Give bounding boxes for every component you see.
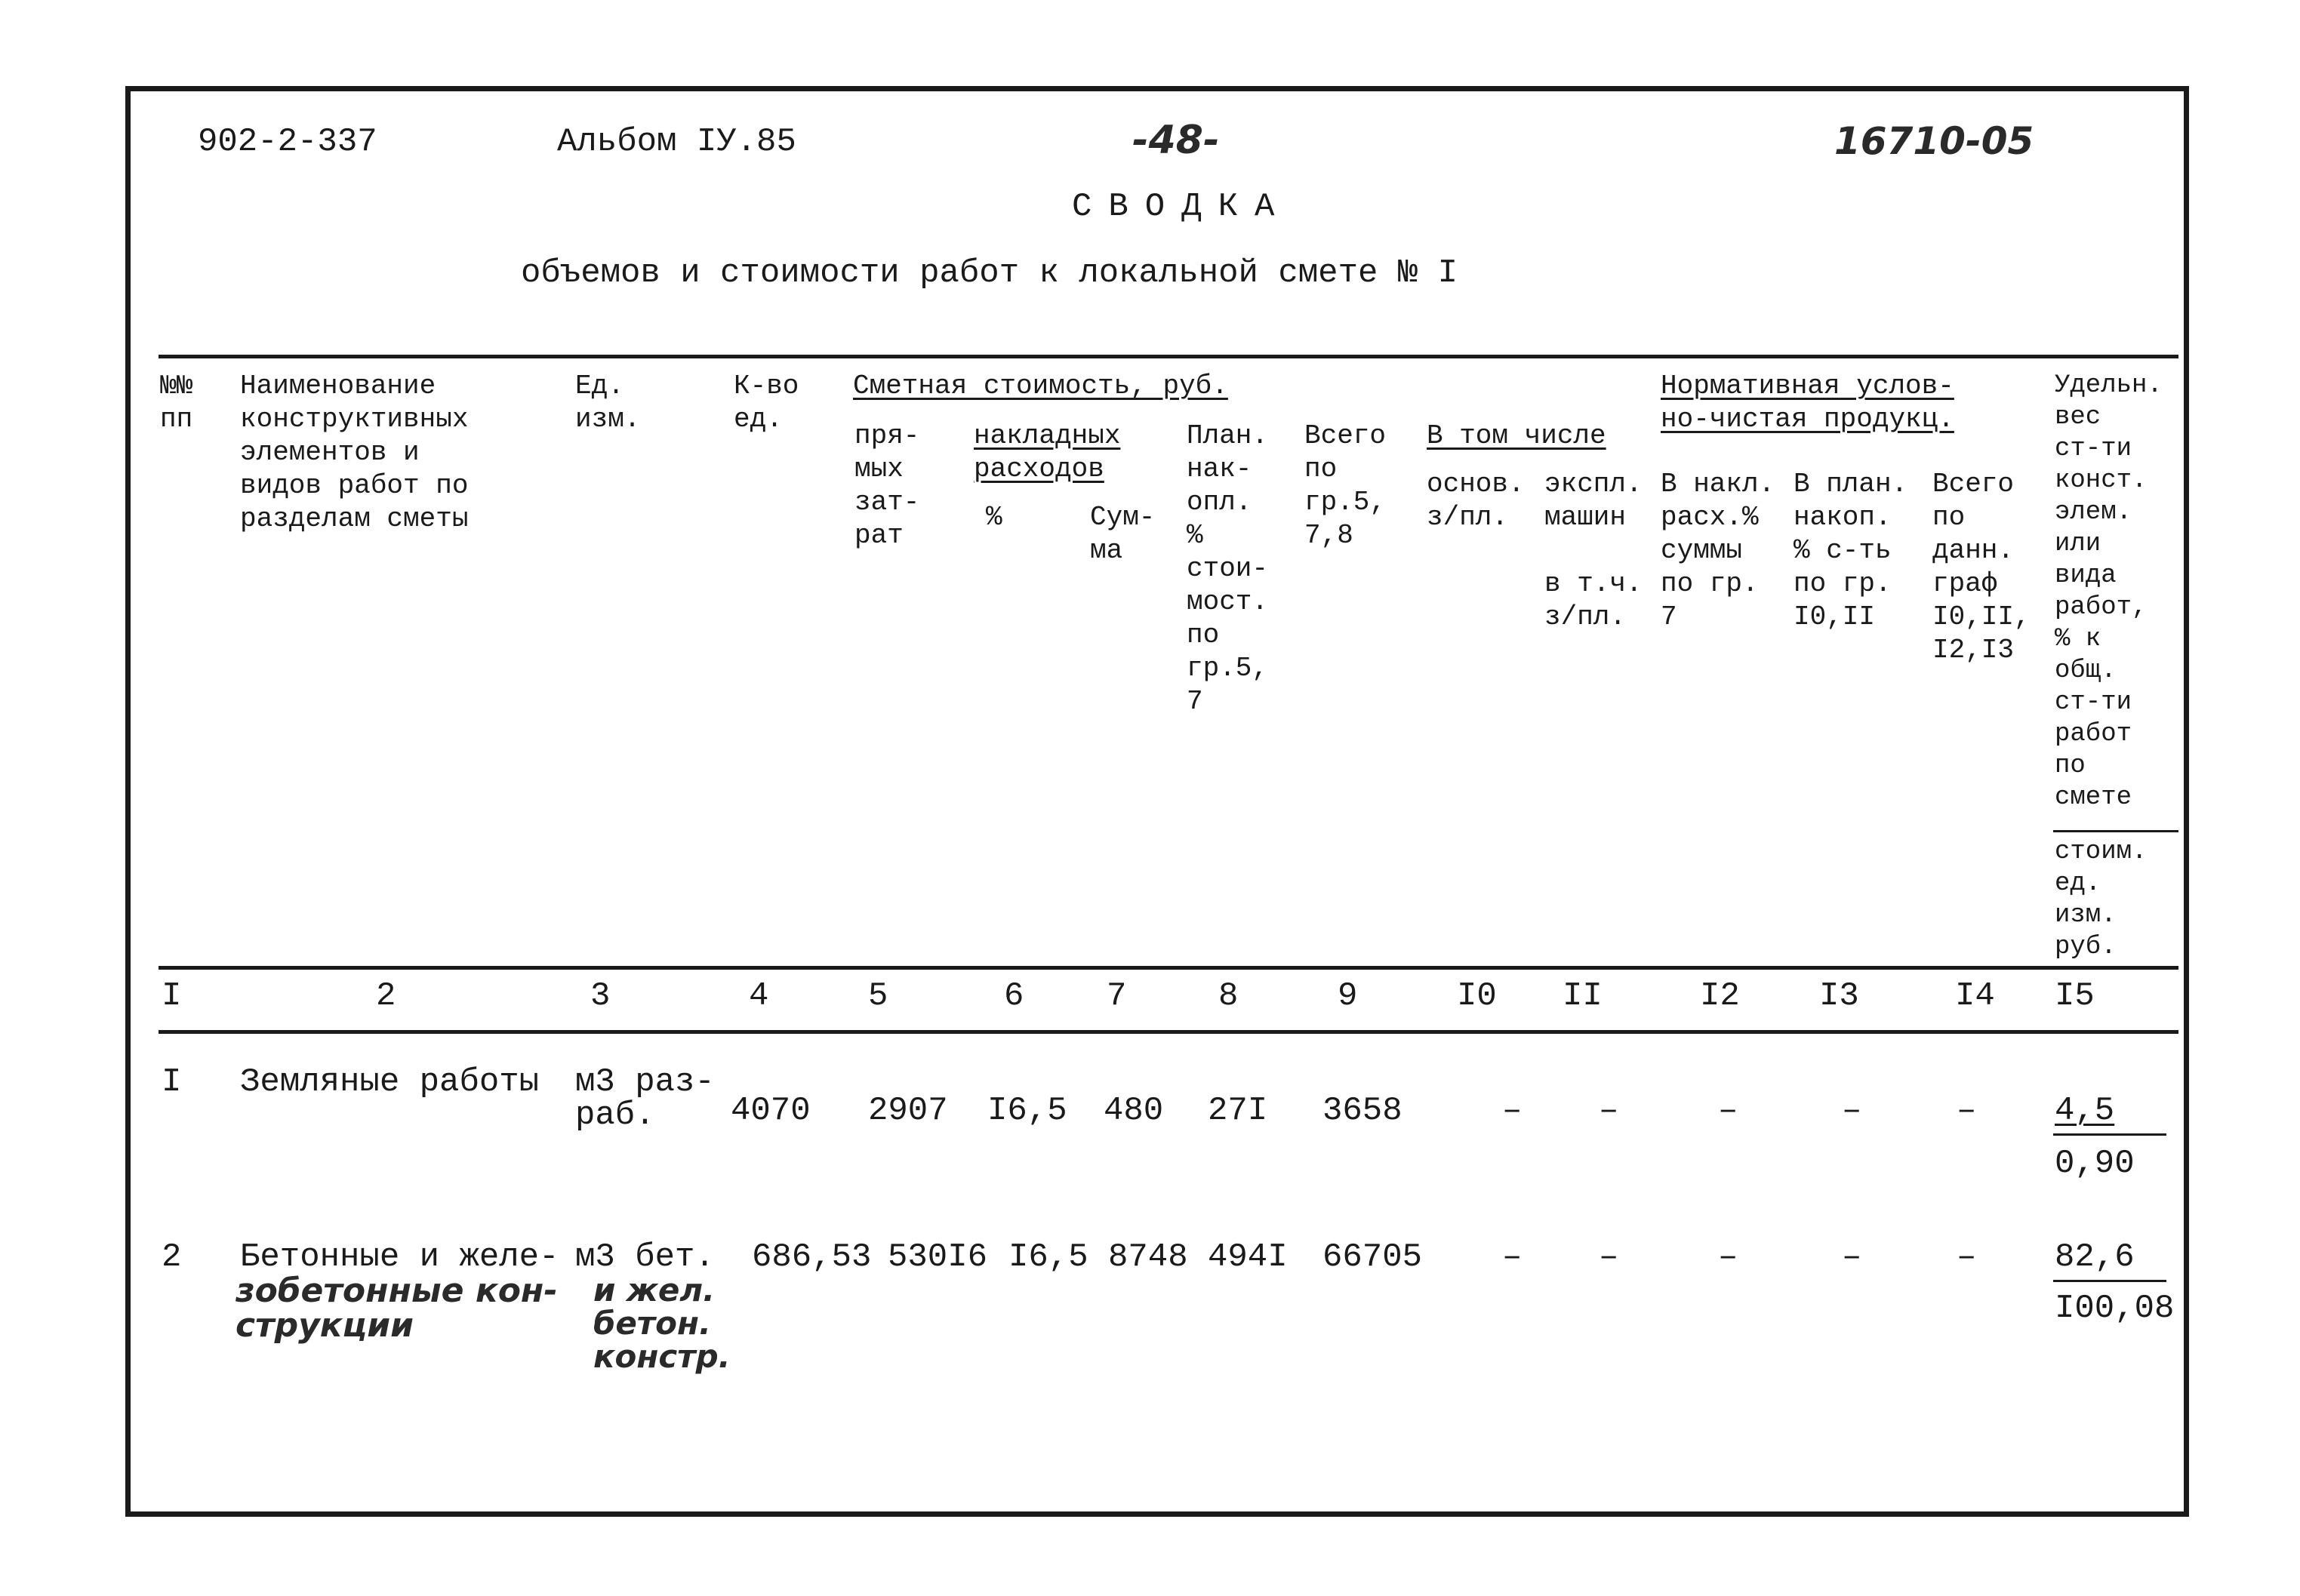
header-group-overhead: накладных расходов — [974, 420, 1121, 484]
row1-col10: – — [1502, 1092, 1523, 1130]
row2-number: 2 — [162, 1238, 182, 1276]
header-group-cost: Сметная стоимость, руб. — [853, 371, 1228, 401]
project-code: 902-2-337 — [198, 123, 377, 161]
colnum-12: I2 — [1700, 977, 1740, 1015]
header-col-10: основ. з/пл. — [1427, 469, 1525, 533]
header-col-13: В план. накоп. % с-ть по гр. I0,II — [1794, 469, 1908, 632]
colnum-5: 5 — [868, 977, 888, 1015]
header-col-6: % — [986, 502, 1002, 533]
header-col-1: №№ пп — [160, 371, 193, 435]
row2-overhead-pct: I6,5 — [1008, 1238, 1088, 1276]
row1-direct: 2907 — [868, 1092, 948, 1130]
colnum-13: I3 — [1819, 977, 1859, 1015]
colnum-7: 7 — [1107, 977, 1127, 1015]
page-number: -48- — [1132, 118, 1220, 163]
row1-unit: м3 раз- раб. — [575, 1063, 715, 1134]
row1-overhead-pct: I6,5 — [987, 1092, 1067, 1130]
row1-total: 3658 — [1322, 1092, 1402, 1130]
document-subtitle: объемов и стоимости работ к локальной смете № I — [521, 254, 1458, 292]
colnum-2: 2 — [376, 977, 396, 1015]
header-col-5: пря- мых зат- рат — [854, 420, 920, 551]
row2-plan: 494I — [1208, 1238, 1288, 1276]
colnum-10: I0 — [1457, 977, 1497, 1015]
row1-plan: 27I — [1208, 1092, 1268, 1130]
colnum-11: II — [1563, 977, 1603, 1015]
header-col-9: Всего по гр.5, 7,8 — [1304, 420, 1387, 551]
table-top-rule — [159, 355, 2178, 358]
header-group-including: В том числе — [1427, 420, 1606, 451]
document-number: 16710-05 — [1834, 119, 2034, 163]
row1-fraction-bar — [2053, 1133, 2166, 1136]
row2-name-handwritten: зобетонные кон- струкции — [236, 1272, 558, 1345]
row2-total: 66705 — [1322, 1238, 1423, 1276]
header-col-4: К-во ед. — [734, 371, 799, 435]
row1-col14: – — [1957, 1092, 1977, 1130]
row2-col11: – — [1599, 1238, 1619, 1276]
colnum-15: I5 — [2055, 977, 2095, 1015]
row2-unit-typed: м3 бет. — [575, 1238, 715, 1276]
row2-unit-cost: I00,08 — [2055, 1290, 2175, 1327]
row2-name-typed: Бетонные и желе- — [240, 1238, 559, 1276]
row1-number: I — [162, 1063, 182, 1101]
colnum-4: 4 — [749, 977, 769, 1015]
colnum-bottom-rule — [159, 1030, 2178, 1034]
header-col-14: Всего по данн. граф I0,II, I2,I3 — [1932, 469, 2031, 666]
header-col-15-unit-cost: стоим. ед. изм. руб. — [2055, 838, 2148, 961]
header-col-2: Наименование конструктивных элементов и видов работ по разделам сметы — [240, 371, 469, 534]
colnum-9: 9 — [1338, 977, 1358, 1015]
row1-name: Земляные работы — [240, 1063, 540, 1101]
album-label: Альбом IУ.85 — [557, 123, 796, 161]
colnum-8: 8 — [1218, 977, 1239, 1015]
row1-unit-cost: 0,90 — [2055, 1145, 2135, 1182]
header-col-12: В накл. расх.% суммы по гр. 7 — [1661, 469, 1775, 632]
row1-overhead-sum: 480 — [1104, 1092, 1164, 1130]
row2-col14: – — [1957, 1238, 1977, 1276]
c15-divider — [2053, 830, 2178, 832]
row1-share: 4,5 — [2055, 1092, 2115, 1130]
colnum-6: 6 — [1004, 977, 1024, 1015]
row2-col12: – — [1718, 1238, 1738, 1276]
header-col-11-wages: в т.ч. з/пл. — [1544, 568, 1643, 632]
colnum-1: I — [162, 977, 182, 1015]
row1-col12: – — [1718, 1092, 1738, 1130]
row2-overhead-sum: 8748 — [1108, 1238, 1188, 1276]
row1-col11: – — [1599, 1092, 1619, 1130]
row2-qty: 686,53 — [752, 1238, 872, 1276]
header-bottom-rule — [159, 966, 2178, 970]
header-col-15-share: Удельн. вес ст-ти конст. элем. или вида работ, % к общ. ст-ти работ по смете — [2055, 371, 2163, 812]
row1-qty: 4070 — [731, 1092, 811, 1130]
header-col-3: Ед. изм. — [575, 371, 641, 435]
colnum-3: 3 — [590, 977, 611, 1015]
row2-col13: – — [1842, 1238, 1862, 1276]
row2-col10: – — [1502, 1238, 1523, 1276]
document-title: СВОДКА — [1072, 188, 1292, 226]
header-col-8: План. нак- опл. % стои- мост. по гр.5, 7 — [1187, 420, 1269, 717]
row2-fraction-bar — [2053, 1280, 2166, 1282]
colnum-14: I4 — [1955, 977, 1995, 1015]
row1-col13: – — [1842, 1092, 1862, 1130]
header-col-7: Сум- ма — [1090, 502, 1156, 566]
row2-unit-handwritten: и жел. бетон. констр. — [593, 1272, 731, 1375]
header-col-11-machines: экспл. машин — [1544, 469, 1643, 533]
row2-share: 82,6 — [2055, 1238, 2135, 1276]
header-group-normative: Нормативная услов- но-чистая продукц. — [1661, 371, 1954, 435]
row2-direct: 530I6 — [888, 1238, 988, 1276]
